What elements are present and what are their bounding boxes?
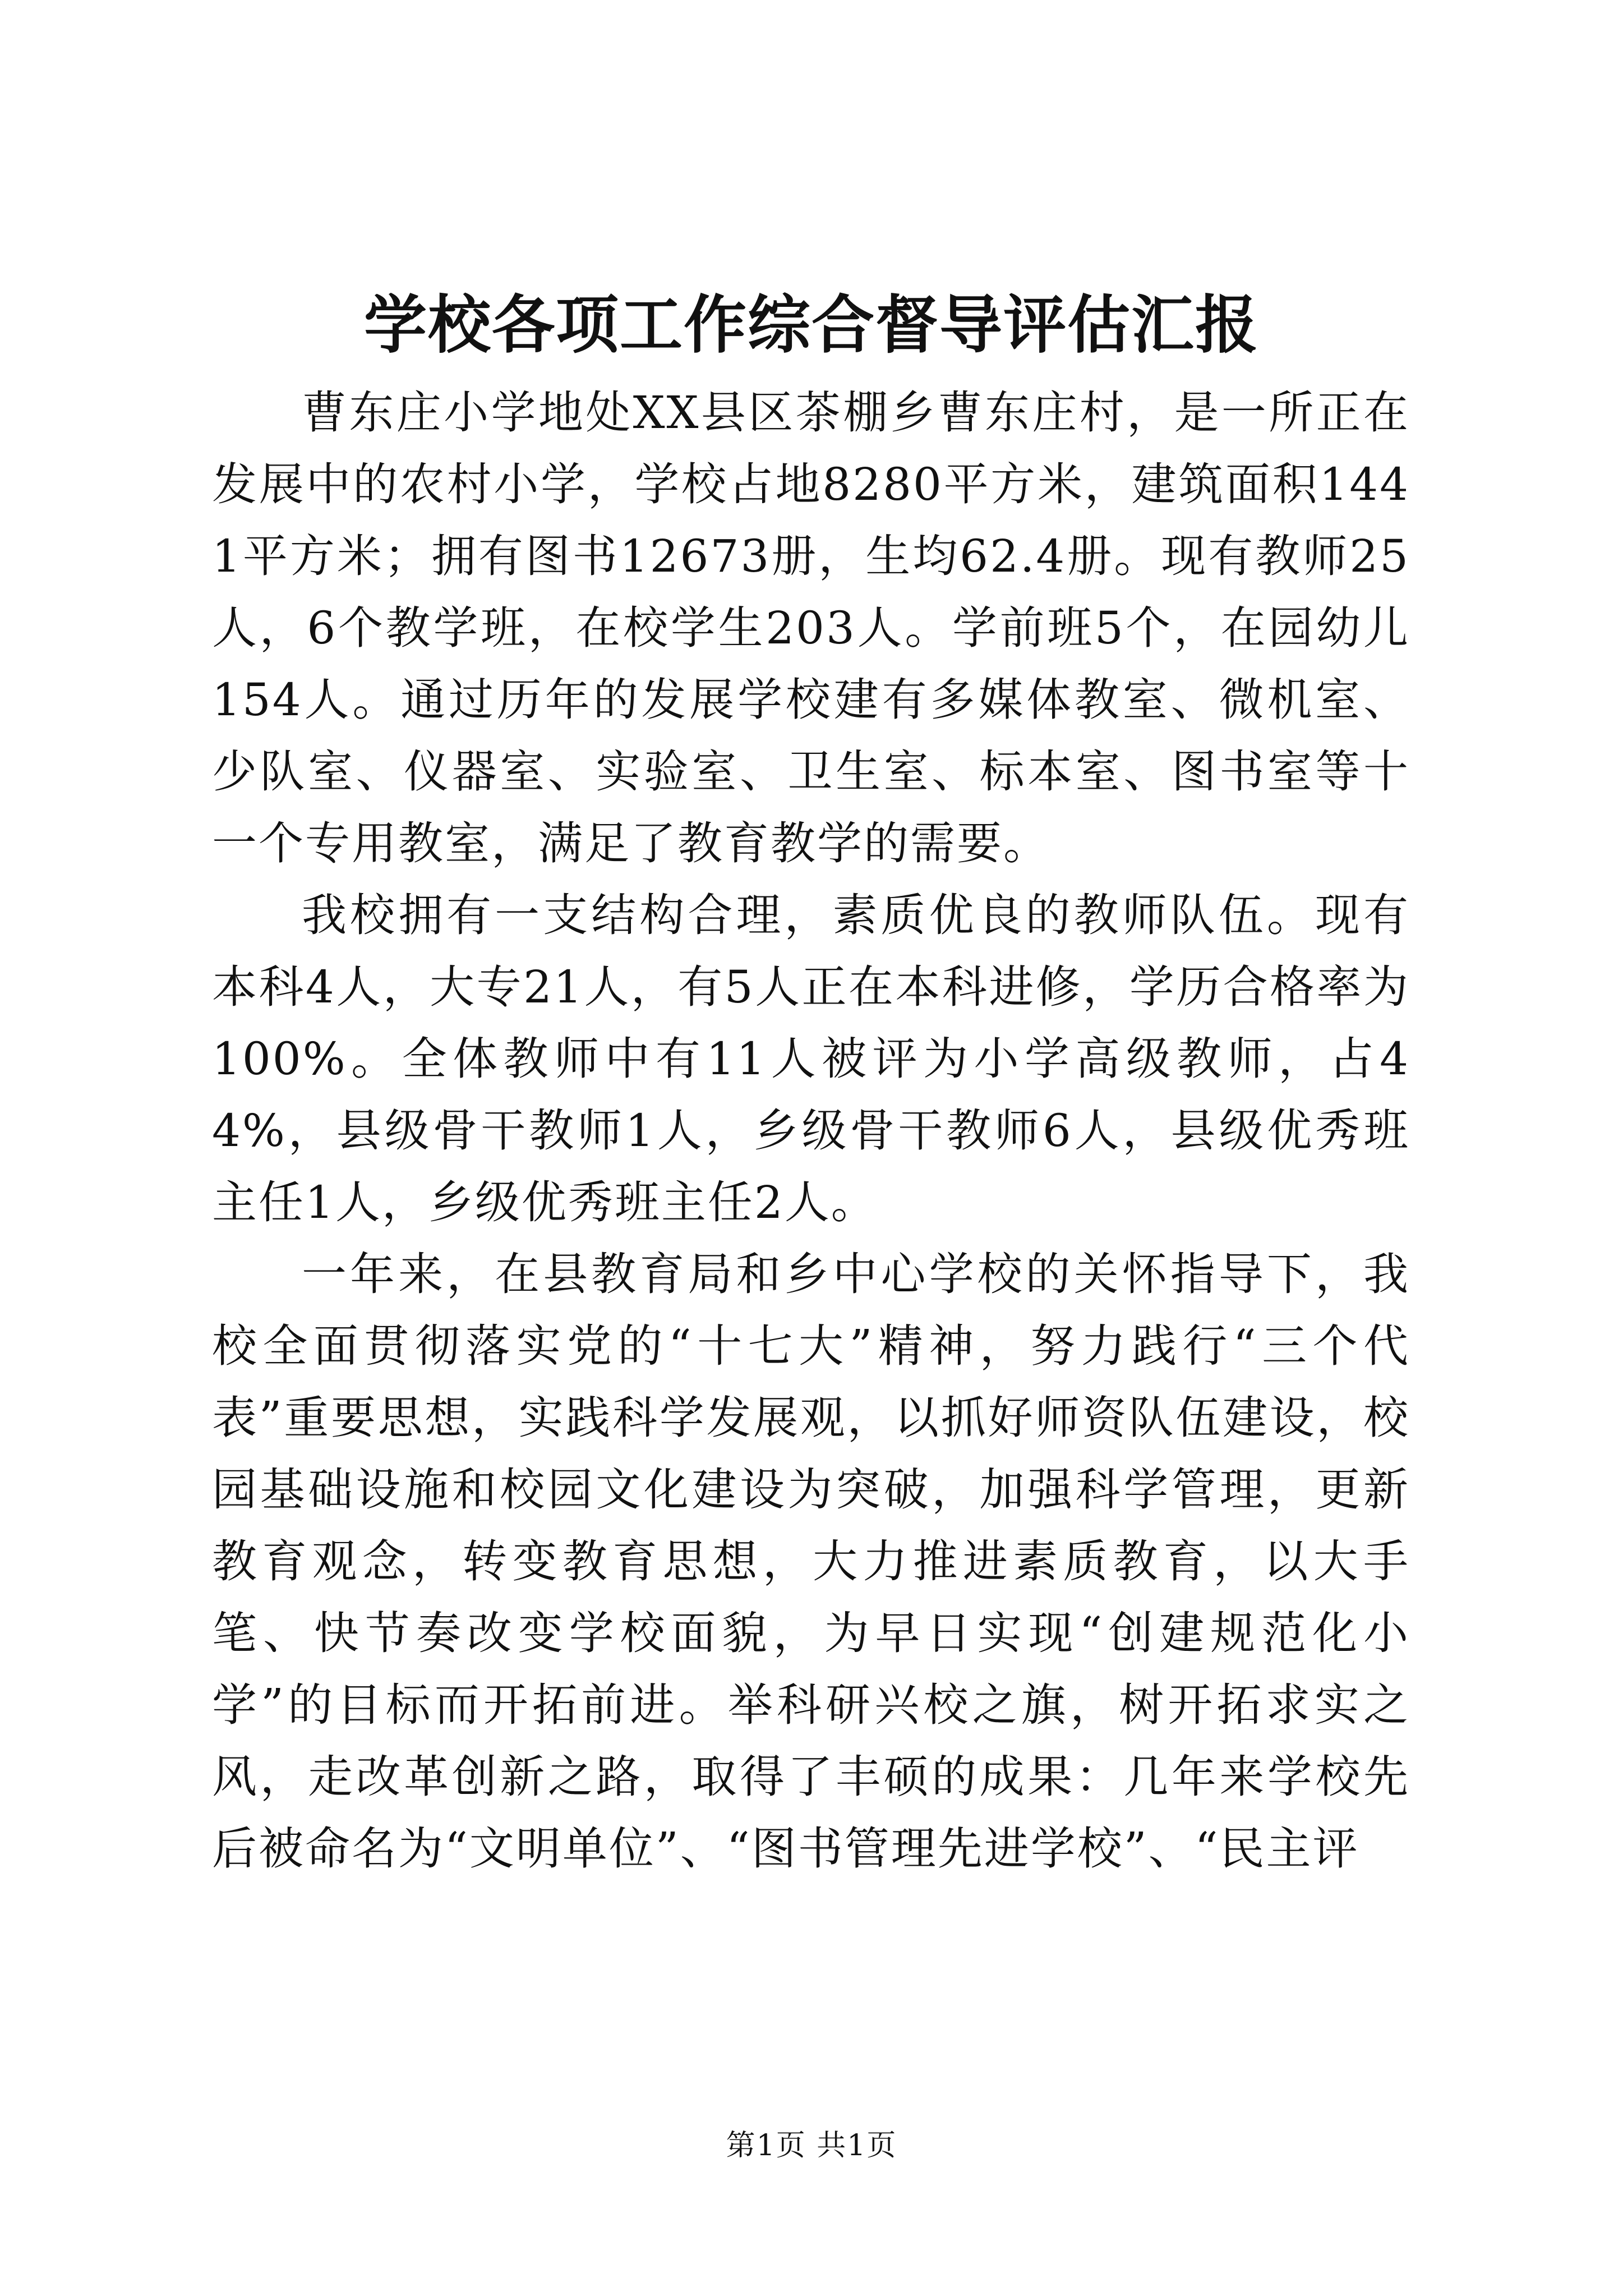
page-footer: 第1页 共1页	[726, 2129, 897, 2162]
paragraph-school-overview: 曹东庄小学地处XX县区茶棚乡曹东庄村，是一所正在发展中的农村小学，学校占地8280平方米，建筑面积1441平方米；拥有图书12673册，生均62.4册。现有教师25人，6个教学班，在校学生203人。学前班5个，在园幼儿154人。通过历年的发展学校建有多媒体教室、微机室、少队室、仪器室、实验室、卫生室、标本室、图书室等十一个专用教室，满足了教育教学的需要。	[212, 386, 1410, 869]
paragraph-teacher-team: 我校拥有一支结构合理，素质优良的教师队伍。现有本科4人，大专21人，有5人正在本科进修，学历合格率为100%。全体教师中有11人被评为小学高级教师，占44%，县级骨干教师1人，乡级骨干教师6人，县级优秀班主任1人，乡级优秀班主任2人。	[212, 889, 1410, 1228]
paragraph-achievements: 一年来，在县教育局和乡中心学校的关怀指导下，我校全面贯彻落实党的“十七大”精神，努力践行“三个代表”重要思想，实践科学发展观，以抓好师资队伍建设，校园基础设施和校园文化建设为突破，加强科学管理，更新教育观念，转变教育思想，大力推进素质教育，以大手笔、快节奏改变学校面貌，为早日实现“创建规范化小学”的目标而开拓前进。举科研兴校之旗，树开拓求实之风，走改革创新之路，取得了丰硕的成果：几年来学校先后被命名为“文明单位”、“图书管理先进学校”、“民主评	[212, 1248, 1410, 1875]
document-title: 学校各项工作综合督导评估汇报	[364, 288, 1259, 362]
document-body	[212, 377, 1410, 1885]
